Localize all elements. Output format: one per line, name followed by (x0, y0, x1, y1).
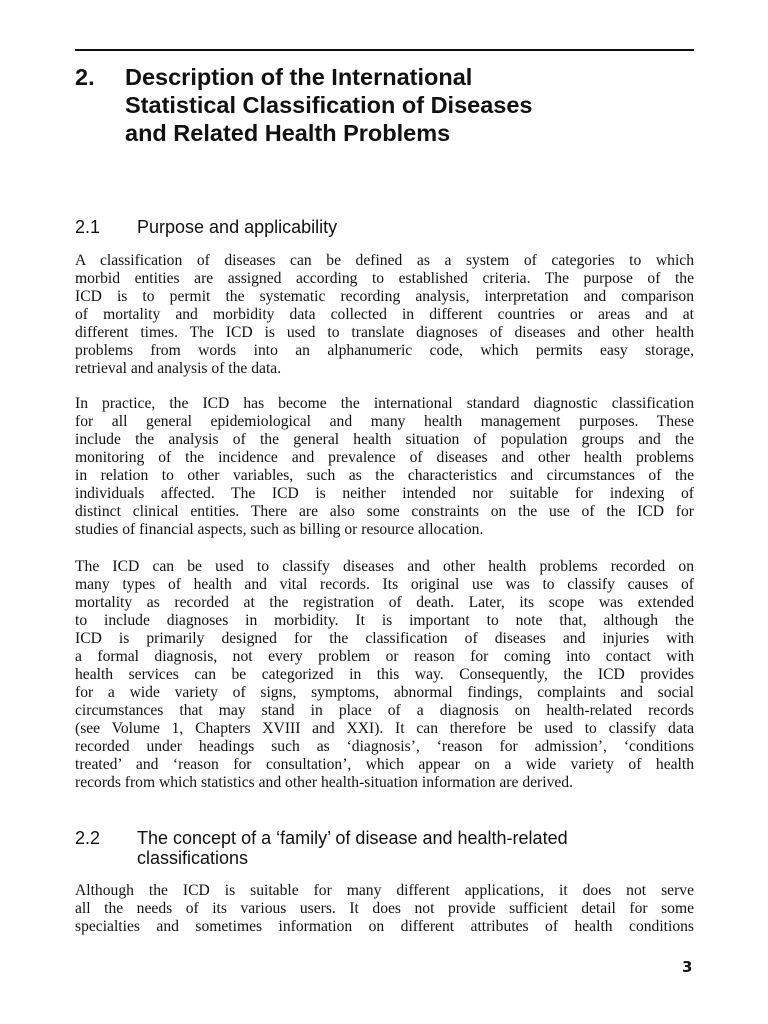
text-line: studies of financial aspects, such as billing or resource allocation. (75, 521, 484, 538)
section-title-line: The concept of a ‘family’ of disease and health-related (137, 828, 568, 848)
text-line: in relation to other variables, such as the characteristics and circumstances of the (75, 467, 694, 484)
header-rule (75, 49, 694, 51)
text-line: mortality as recorded at the registration of death. Later, its scope was extended (75, 594, 694, 611)
text-line: different times. The ICD is used to translate diagnoses of diseases and other health (75, 324, 694, 341)
text-line: include the analysis of the general health situation of population groups and the (75, 431, 694, 448)
section-title-line: Purpose and applicability (137, 217, 338, 237)
chapter-title-line: Description of the International (125, 64, 473, 90)
section-title (137, 217, 337, 237)
text-line: morbid entities are assigned according to established criteria. The purpose of the (75, 270, 694, 287)
text-line: problems from words into an alphanumeric code, which permits easy storage, (75, 342, 694, 359)
text-line: individuals affected. The ICD is neither intended nor suitable for indexing of (75, 485, 694, 502)
text-line: monitoring of the incidence and prevalence of diseases and other health problems (75, 449, 694, 466)
chapter-number: 2. (75, 64, 95, 90)
text-line: recorded under headings such as ‘diagnosis’, ‘reason for admission’, ‘conditions (75, 738, 694, 755)
text-line: specialties and sometimes information on different attributes of health conditions (75, 918, 694, 935)
chapter-title-line: and Related Health Problems (125, 120, 451, 146)
chapter-title (75, 63, 694, 147)
paragraph-2-1-1 (75, 252, 694, 378)
chapter-title-line: Statistical Classification of Diseases (125, 92, 533, 118)
text-line: for a wide variety of signs, symptoms, abnormal findings, complaints and social (75, 684, 694, 701)
text-line: The ICD can be used to classify diseases and other health problems recorded on (75, 558, 694, 575)
text-line: distinct clinical entities. There are also some constraints on the use of the ICD for (75, 503, 694, 520)
text-line: records from which statistics and other health-situation information are derived. (75, 774, 573, 791)
text-line: ICD is to permit the systematic recording analysis, interpretation and comparison (75, 288, 694, 305)
text-line: A classification of diseases can be defined as a system of categories to which (75, 252, 694, 269)
section-number: 2.1 (75, 217, 101, 237)
section-heading-2-1 (75, 217, 694, 237)
text-line: treated’ and ‘reason for consultation’, which appear on a wide variety of health (75, 756, 694, 773)
chapter-title-text (125, 63, 694, 147)
text-line: Although the ICD is suitable for many different applications, it does not serve (75, 882, 694, 899)
text-line: all the needs of its various users. It does not provide sufficient detail for some (75, 900, 694, 917)
text-line: for all general epidemiological and many health management purposes. These (75, 413, 694, 430)
text-line: circumstances that may stand in place of a diagnosis on health-related records (75, 702, 694, 719)
text-line: retrieval and analysis of the data. (75, 360, 282, 377)
text-line: to include diagnoses in morbidity. It is important to note that, although the (75, 612, 694, 629)
text-line: (see Volume 1, Chapters XVIII and XXI). It can therefore be used to classify data (75, 720, 694, 737)
text-line: of mortality and morbidity data collected in different countries or areas and at (75, 306, 694, 323)
paragraph-2-1-3 (75, 558, 694, 792)
text-line: a formal diagnosis, not every problem or reason for coming into contact with (75, 648, 694, 665)
text-line: ICD is primarily designed for the classification of diseases and injuries with (75, 630, 694, 647)
section-heading-2-2 (75, 828, 694, 868)
paragraph-2-1-2 (75, 395, 694, 539)
paragraph-2-2-1 (75, 882, 694, 936)
section-title (137, 828, 568, 868)
section-title-line: classifications (137, 848, 249, 868)
text-line: In practice, the ICD has become the international standard diagnostic classification (75, 395, 694, 412)
page-number: 3 (682, 958, 693, 976)
section-number: 2.2 (75, 828, 101, 848)
text-line: many types of health and vital records. Its original use was to classify causes of (75, 576, 694, 593)
text-line: health services can be categorized in this way. Consequently, the ICD provides (75, 666, 694, 683)
